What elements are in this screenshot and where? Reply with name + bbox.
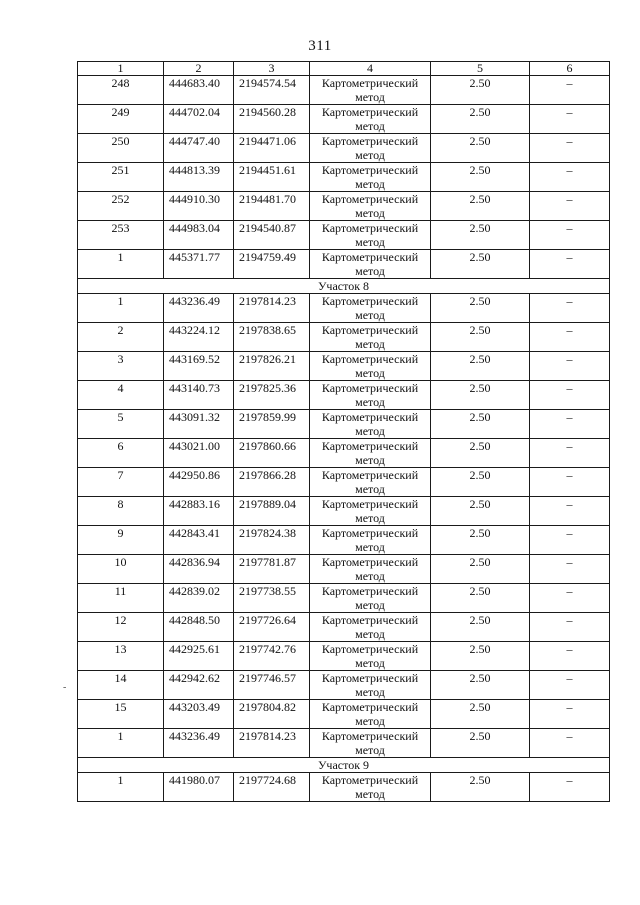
note-cell: – [530, 700, 610, 729]
note-cell: – [530, 613, 610, 642]
x-coordinate-cell: 443021.00 [164, 439, 234, 468]
table-row [78, 671, 610, 700]
method-cell: Картометрический метод [310, 381, 431, 410]
y-coordinate-cell: 2197738.55 [234, 584, 310, 613]
accuracy-cell: 2.50 [431, 294, 530, 323]
table-row [78, 526, 610, 555]
method-cell: Картометрический метод [310, 555, 431, 584]
y-coordinate-cell: 2194540.87 [234, 221, 310, 250]
x-coordinate-cell: 442950.86 [164, 468, 234, 497]
accuracy-cell: 2.50 [431, 729, 530, 758]
accuracy-cell: 2.50 [431, 584, 530, 613]
point-number-cell: 10 [78, 555, 164, 584]
accuracy-cell: 2.50 [431, 250, 530, 279]
x-coordinate-cell: 442925.61 [164, 642, 234, 671]
column-header: 1 [78, 62, 164, 76]
column-header: 5 [431, 62, 530, 76]
point-number-cell: 1 [78, 729, 164, 758]
x-coordinate-cell: 443236.49 [164, 729, 234, 758]
method-cell: Картометрический метод [310, 221, 431, 250]
y-coordinate-cell: 2194759.49 [234, 250, 310, 279]
method-cell: Картометрический метод [310, 294, 431, 323]
note-cell: – [530, 671, 610, 700]
method-cell: Картометрический метод [310, 671, 431, 700]
table-row [78, 555, 610, 584]
point-number-cell: 14 [78, 671, 164, 700]
column-header: 3 [234, 62, 310, 76]
accuracy-cell: 2.50 [431, 76, 530, 105]
y-coordinate-cell: 2197866.28 [234, 468, 310, 497]
table-body [78, 62, 610, 802]
table-row [78, 497, 610, 526]
section-title: Участок 8 [78, 279, 610, 294]
x-coordinate-cell: 443169.52 [164, 352, 234, 381]
accuracy-cell: 2.50 [431, 642, 530, 671]
table-row [78, 294, 610, 323]
x-coordinate-cell: 444747.40 [164, 134, 234, 163]
point-number-cell: 3 [78, 352, 164, 381]
table-row [78, 105, 610, 134]
table-row [78, 410, 610, 439]
x-coordinate-cell: 444702.04 [164, 105, 234, 134]
table-row [78, 468, 610, 497]
point-number-cell: 8 [78, 497, 164, 526]
accuracy-cell: 2.50 [431, 381, 530, 410]
accuracy-cell: 2.50 [431, 192, 530, 221]
table-row [78, 163, 610, 192]
method-cell: Картометрический метод [310, 468, 431, 497]
table-row [78, 76, 610, 105]
accuracy-cell: 2.50 [431, 773, 530, 802]
note-cell: – [530, 192, 610, 221]
note-cell: – [530, 584, 610, 613]
y-coordinate-cell: 2197825.36 [234, 381, 310, 410]
table-row [78, 134, 610, 163]
accuracy-cell: 2.50 [431, 323, 530, 352]
note-cell: – [530, 497, 610, 526]
y-coordinate-cell: 2197814.23 [234, 729, 310, 758]
point-number-cell: 13 [78, 642, 164, 671]
point-number-cell: 250 [78, 134, 164, 163]
point-number-cell: 252 [78, 192, 164, 221]
x-coordinate-cell: 442883.16 [164, 497, 234, 526]
table-row [78, 642, 610, 671]
x-coordinate-cell: 444983.04 [164, 221, 234, 250]
note-cell: – [530, 105, 610, 134]
method-cell: Картометрический метод [310, 352, 431, 381]
y-coordinate-cell: 2197859.99 [234, 410, 310, 439]
accuracy-cell: 2.50 [431, 613, 530, 642]
table-row [78, 439, 610, 468]
x-coordinate-cell: 443091.32 [164, 410, 234, 439]
note-cell: – [530, 221, 610, 250]
accuracy-cell: 2.50 [431, 671, 530, 700]
method-cell: Картометрический метод [310, 584, 431, 613]
note-cell: – [530, 729, 610, 758]
y-coordinate-cell: 2197838.65 [234, 323, 310, 352]
method-cell: Картометрический метод [310, 439, 431, 468]
accuracy-cell: 2.50 [431, 221, 530, 250]
y-coordinate-cell: 2197804.82 [234, 700, 310, 729]
note-cell: – [530, 468, 610, 497]
method-cell: Картометрический метод [310, 323, 431, 352]
method-cell: Картометрический метод [310, 105, 431, 134]
x-coordinate-cell: 443140.73 [164, 381, 234, 410]
point-number-cell: 249 [78, 105, 164, 134]
point-number-cell: 1 [78, 294, 164, 323]
table-row [78, 773, 610, 802]
y-coordinate-cell: 2197726.64 [234, 613, 310, 642]
x-coordinate-cell: 442839.02 [164, 584, 234, 613]
section-header-row [78, 279, 610, 294]
column-header: 2 [164, 62, 234, 76]
y-coordinate-cell: 2197814.23 [234, 294, 310, 323]
method-cell: Картометрический метод [310, 773, 431, 802]
method-cell: Картометрический метод [310, 700, 431, 729]
accuracy-cell: 2.50 [431, 105, 530, 134]
method-cell: Картометрический метод [310, 192, 431, 221]
table-row [78, 192, 610, 221]
y-coordinate-cell: 2197746.57 [234, 671, 310, 700]
y-coordinate-cell: 2197742.76 [234, 642, 310, 671]
page-number: 311 [308, 38, 332, 54]
point-number-cell: 4 [78, 381, 164, 410]
accuracy-cell: 2.50 [431, 439, 530, 468]
accuracy-cell: 2.50 [431, 134, 530, 163]
point-number-cell: 6 [78, 439, 164, 468]
note-cell: – [530, 294, 610, 323]
section-header-row [78, 758, 610, 773]
accuracy-cell: 2.50 [431, 526, 530, 555]
note-cell: – [530, 134, 610, 163]
point-number-cell: 1 [78, 773, 164, 802]
accuracy-cell: 2.50 [431, 700, 530, 729]
column-header: 4 [310, 62, 431, 76]
accuracy-cell: 2.50 [431, 468, 530, 497]
note-cell: – [530, 526, 610, 555]
accuracy-cell: 2.50 [431, 555, 530, 584]
note-cell: – [530, 555, 610, 584]
note-cell: – [530, 773, 610, 802]
accuracy-cell: 2.50 [431, 352, 530, 381]
note-cell: – [530, 250, 610, 279]
section-title: Участок 9 [78, 758, 610, 773]
accuracy-cell: 2.50 [431, 497, 530, 526]
table-row [78, 221, 610, 250]
point-number-cell: 253 [78, 221, 164, 250]
accuracy-cell: 2.50 [431, 410, 530, 439]
method-cell: Картометрический метод [310, 613, 431, 642]
method-cell: Картометрический метод [310, 642, 431, 671]
table-row [78, 584, 610, 613]
y-coordinate-cell: 2194481.70 [234, 192, 310, 221]
point-number-cell: 11 [78, 584, 164, 613]
point-number-cell: 12 [78, 613, 164, 642]
scan-mark: - [63, 682, 67, 693]
method-cell: Картометрический метод [310, 250, 431, 279]
x-coordinate-cell: 444910.30 [164, 192, 234, 221]
table-row [78, 729, 610, 758]
method-cell: Картометрический метод [310, 410, 431, 439]
y-coordinate-cell: 2197824.38 [234, 526, 310, 555]
table-header-row [78, 62, 610, 76]
accuracy-cell: 2.50 [431, 163, 530, 192]
x-coordinate-cell: 442843.41 [164, 526, 234, 555]
note-cell: – [530, 323, 610, 352]
y-coordinate-cell: 2197860.66 [234, 439, 310, 468]
column-header: 6 [530, 62, 610, 76]
point-number-cell: 2 [78, 323, 164, 352]
coordinates-table [77, 61, 610, 802]
x-coordinate-cell: 442942.62 [164, 671, 234, 700]
table-row [78, 250, 610, 279]
x-coordinate-cell: 442848.50 [164, 613, 234, 642]
method-cell: Картометрический метод [310, 76, 431, 105]
point-number-cell: 15 [78, 700, 164, 729]
x-coordinate-cell: 441980.07 [164, 773, 234, 802]
table-row [78, 613, 610, 642]
note-cell: – [530, 642, 610, 671]
y-coordinate-cell: 2194471.06 [234, 134, 310, 163]
method-cell: Картометрический метод [310, 497, 431, 526]
x-coordinate-cell: 445371.77 [164, 250, 234, 279]
method-cell: Картометрический метод [310, 134, 431, 163]
point-number-cell: 7 [78, 468, 164, 497]
point-number-cell: 251 [78, 163, 164, 192]
x-coordinate-cell: 443236.49 [164, 294, 234, 323]
note-cell: – [530, 163, 610, 192]
y-coordinate-cell: 2194451.61 [234, 163, 310, 192]
y-coordinate-cell: 2197724.68 [234, 773, 310, 802]
x-coordinate-cell: 443203.49 [164, 700, 234, 729]
point-number-cell: 1 [78, 250, 164, 279]
x-coordinate-cell: 444683.40 [164, 76, 234, 105]
note-cell: – [530, 439, 610, 468]
point-number-cell: 9 [78, 526, 164, 555]
note-cell: – [530, 352, 610, 381]
note-cell: – [530, 410, 610, 439]
point-number-cell: 5 [78, 410, 164, 439]
table-row [78, 352, 610, 381]
x-coordinate-cell: 443224.12 [164, 323, 234, 352]
table-row [78, 381, 610, 410]
method-cell: Картометрический метод [310, 729, 431, 758]
table-row [78, 323, 610, 352]
point-number-cell: 248 [78, 76, 164, 105]
method-cell: Картометрический метод [310, 163, 431, 192]
method-cell: Картометрический метод [310, 526, 431, 555]
x-coordinate-cell: 444813.39 [164, 163, 234, 192]
coordinates-table-container [77, 61, 609, 802]
table-row [78, 700, 610, 729]
note-cell: – [530, 76, 610, 105]
y-coordinate-cell: 2194574.54 [234, 76, 310, 105]
x-coordinate-cell: 442836.94 [164, 555, 234, 584]
note-cell: – [530, 381, 610, 410]
y-coordinate-cell: 2197889.04 [234, 497, 310, 526]
y-coordinate-cell: 2197826.21 [234, 352, 310, 381]
y-coordinate-cell: 2197781.87 [234, 555, 310, 584]
y-coordinate-cell: 2194560.28 [234, 105, 310, 134]
